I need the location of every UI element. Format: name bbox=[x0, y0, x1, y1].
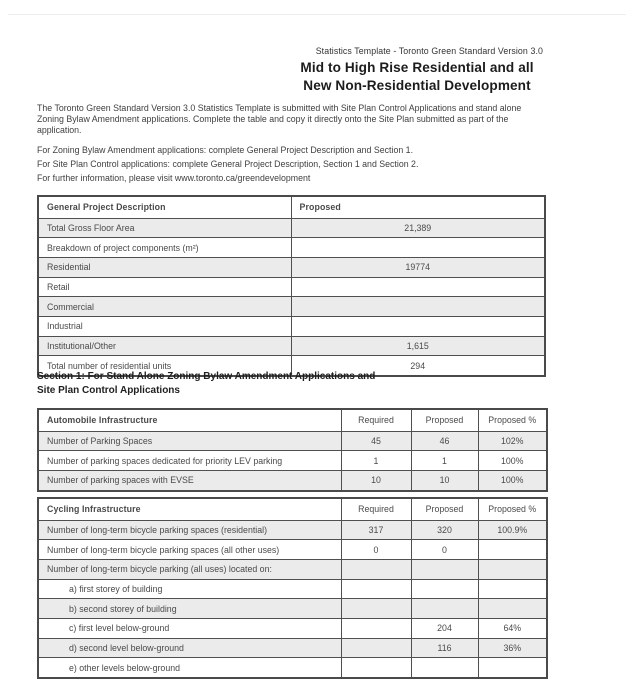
section1-heading-line1: Section 1: For Stand Alone Zoning Bylaw Amendment Applications and bbox=[37, 371, 376, 382]
cycling-proposed-header: Proposed bbox=[411, 498, 478, 520]
page-title-line2: New Non-Residential Development bbox=[303, 78, 531, 93]
row-proposed-value: 116 bbox=[411, 638, 478, 658]
table-row bbox=[38, 238, 545, 258]
row-proposed-pct-value bbox=[478, 540, 547, 560]
row-required-value: 45 bbox=[341, 431, 411, 451]
automobile-infrastructure-table bbox=[37, 408, 548, 492]
row-required-value: 10 bbox=[341, 470, 411, 490]
row-required-value bbox=[341, 559, 411, 579]
row-required-value bbox=[341, 599, 411, 619]
row-proposed-value bbox=[411, 658, 478, 678]
row-proposed-value: 21,389 bbox=[291, 218, 545, 238]
table-row bbox=[38, 297, 545, 317]
row-proposed-value: 1,615 bbox=[291, 336, 545, 356]
row-label: Total Gross Floor Area bbox=[38, 218, 291, 238]
auto-table-title: Automobile Infrastructure bbox=[38, 409, 341, 431]
row-label: Institutional/Other bbox=[38, 336, 291, 356]
table-row bbox=[38, 658, 547, 678]
row-proposed-pct-value bbox=[478, 599, 547, 619]
general-project-table bbox=[37, 195, 546, 377]
cycling-required-header: Required bbox=[341, 498, 411, 520]
table-row bbox=[38, 218, 545, 238]
row-proposed-value bbox=[291, 238, 545, 258]
row-label: Industrial bbox=[38, 316, 291, 336]
row-required-value bbox=[341, 638, 411, 658]
row-label: Total number of residential units bbox=[38, 356, 291, 376]
row-label: d) second level below-ground bbox=[38, 638, 341, 658]
table-row bbox=[38, 559, 547, 579]
row-label: Number of long-term bicycle parking spaces (residential) bbox=[38, 520, 341, 540]
row-proposed-pct-value bbox=[478, 559, 547, 579]
row-proposed-value: 46 bbox=[411, 431, 478, 451]
auto-table-header-row bbox=[38, 409, 547, 431]
row-proposed-pct-value bbox=[478, 579, 547, 599]
cycling-table-header-row bbox=[38, 498, 547, 520]
row-label: Number of parking spaces with EVSE bbox=[38, 470, 341, 490]
cycling-infrastructure-table bbox=[37, 497, 548, 679]
row-proposed-value bbox=[411, 599, 478, 619]
row-proposed-pct-value: 36% bbox=[478, 638, 547, 658]
row-proposed-pct-value: 100% bbox=[478, 470, 547, 490]
table-row bbox=[38, 618, 547, 638]
row-label: Breakdown of project components (m²) bbox=[38, 238, 291, 258]
row-required-value: 0 bbox=[341, 540, 411, 560]
row-label: e) other levels below-ground bbox=[38, 658, 341, 678]
table-row bbox=[38, 336, 545, 356]
row-label: b) second storey of building bbox=[38, 599, 341, 619]
section1-heading-line2: Site Plan Control Applications bbox=[37, 385, 180, 396]
row-proposed-pct-value: 64% bbox=[478, 618, 547, 638]
page-title-line1: Mid to High Rise Residential and all bbox=[300, 60, 534, 75]
row-required-value: 317 bbox=[341, 520, 411, 540]
general-table-header-row bbox=[38, 196, 545, 218]
table-row bbox=[38, 540, 547, 560]
row-label: Retail bbox=[38, 277, 291, 297]
row-label: Number of parking spaces dedicated for priority LEV parking bbox=[38, 451, 341, 471]
row-required-value bbox=[341, 579, 411, 599]
row-proposed-value bbox=[411, 559, 478, 579]
intro-text bbox=[37, 103, 546, 187]
intro-info-note: For further information, please visit www.toronto.ca/greendevelopment bbox=[37, 173, 311, 183]
auto-proposed-header: Proposed bbox=[411, 409, 478, 431]
row-proposed-pct-value: 100% bbox=[478, 451, 547, 471]
table-row bbox=[38, 520, 547, 540]
row-required-value: 1 bbox=[341, 451, 411, 471]
row-proposed-value: 204 bbox=[411, 618, 478, 638]
intro-paragraph: The Toronto Green Standard Version 3.0 Statistics Template is submitted with Site Plan Control Applications and stand alone Zoning Bylaw Amendment applications. Complete the table and copy it directly onto the Site Plan submitted as part of the application. bbox=[37, 103, 522, 135]
intro-siteplan-note: For Site Plan Control applications: complete General Project Description, Section 1 and Section 2. bbox=[37, 159, 419, 169]
general-table-proposed-header: Proposed bbox=[291, 196, 545, 218]
general-table-title: General Project Description bbox=[38, 196, 291, 218]
table-row bbox=[38, 451, 547, 471]
cycling-table-title: Cycling Infrastructure bbox=[38, 498, 341, 520]
auto-proposed-pct-header: Proposed % bbox=[478, 409, 547, 431]
row-proposed-value: 10 bbox=[411, 470, 478, 490]
row-proposed-value: 1 bbox=[411, 451, 478, 471]
table-row bbox=[38, 431, 547, 451]
row-proposed-value: 19774 bbox=[291, 257, 545, 277]
intro-zoning-note: For Zoning Bylaw Amendment applications: complete General Project Description and Section 1. bbox=[37, 145, 414, 155]
table-row bbox=[38, 257, 545, 277]
row-label: Number of long-term bicycle parking spaces (all other uses) bbox=[38, 540, 341, 560]
table-row bbox=[38, 277, 545, 297]
row-proposed-pct-value bbox=[478, 658, 547, 678]
row-label: c) first level below-ground bbox=[38, 618, 341, 638]
row-proposed-value bbox=[291, 316, 545, 336]
table-row bbox=[38, 599, 547, 619]
row-proposed-pct-value: 100.9% bbox=[478, 520, 547, 540]
row-proposed-value: 320 bbox=[411, 520, 478, 540]
row-proposed-value bbox=[291, 277, 545, 297]
row-label: a) first storey of building bbox=[38, 579, 341, 599]
row-label: Number of Parking Spaces bbox=[38, 431, 341, 451]
auto-required-header: Required bbox=[341, 409, 411, 431]
row-proposed-value: 0 bbox=[411, 540, 478, 560]
table-row bbox=[38, 579, 547, 599]
table-row bbox=[38, 316, 545, 336]
cycling-proposed-pct-header: Proposed % bbox=[478, 498, 547, 520]
page-top-divider bbox=[8, 14, 626, 15]
row-proposed-value bbox=[291, 297, 545, 317]
row-required-value bbox=[341, 618, 411, 638]
row-label: Commercial bbox=[38, 297, 291, 317]
row-proposed-pct-value: 102% bbox=[478, 431, 547, 451]
row-proposed-value: 294 bbox=[291, 356, 545, 376]
row-required-value bbox=[341, 658, 411, 678]
page-title bbox=[281, 59, 553, 95]
row-label: Residential bbox=[38, 257, 291, 277]
template-tagline: Statistics Template - Toronto Green Standard Version 3.0 bbox=[315, 46, 543, 56]
table-row bbox=[38, 470, 547, 490]
section1-heading bbox=[37, 370, 546, 398]
row-proposed-value bbox=[411, 579, 478, 599]
table-row bbox=[38, 638, 547, 658]
row-label: Number of long-term bicycle parking (all uses) located on: bbox=[38, 559, 341, 579]
